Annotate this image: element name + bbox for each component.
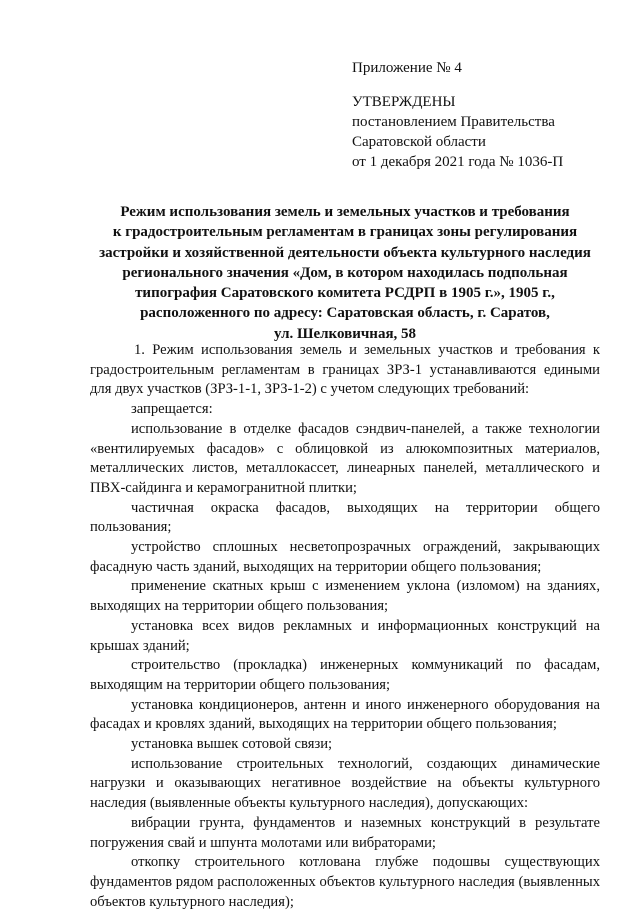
title-line: расположенного по адресу: Саратовская область, г. Саратов,: [140, 305, 550, 322]
paragraph: установка всех видов рекламных и информационных конструкций на крышах зданий;: [90, 617, 600, 654]
paragraph: использование строительных технологий, создающих динамические нагрузки и оказывающих негативное воздействие на объекты культурного наследия (выявленные объекты культурного наследия), допускающих:: [90, 755, 600, 812]
title-line: к градостроительным регламентам в границах зоны регулирования: [112, 224, 578, 241]
spacer: [352, 78, 622, 92]
approval-line-2: Саратовской области: [352, 134, 486, 150]
title-line: Режим использования земель и земельных участков и требования: [120, 204, 570, 220]
paragraph: 1. Режим использования земель и земельных участков и требования к градостроительным регламентам в границах ЗРЗ-1 устанавливаются едиными для двух участков (ЗРЗ-1-1, ЗРЗ-1-2) с учетом следующих требований:: [90, 342, 600, 398]
paragraph: применение скатных крыш с изменением уклона (изломом) на зданиях, выходящих на территории общего пользования;: [90, 578, 600, 615]
paragraph: строительство (прокладка) инженерных коммуникаций по фасадам, выходящим на территории общего пользования;: [90, 657, 600, 693]
approval-line-1: постановлением Правительства: [352, 114, 555, 130]
title-line: типография Саратовского комитета РСДРП в 1905 г.», 1905 г.,: [135, 285, 555, 302]
approval-line-3: от 1 декабря 2021 года № 1036-П: [352, 154, 564, 170]
approved-heading: УТВЕРЖДЕНЫ: [352, 94, 456, 110]
paragraph: частичная окраска фасадов, выходящих на территории общего пользования;: [90, 499, 600, 536]
paragraph: вибрации грунта, фундаментов и наземных конструкций в результате погружения свай и шпунта молотами или вибраторами;: [90, 814, 600, 851]
document-title: [90, 202, 600, 344]
paragraph: использование в отделке фасадов сэндвич-панелей, а также технологии «вентилируемых фасадов» с облицовкой из алюкомпозитных материалов, металлических листов, металлокассет, линеарных панелей, металлического и ПВХ-сайдинга и керамогранитной плитки;: [90, 420, 600, 496]
paragraph: установка вышек сотовой связи;: [131, 736, 333, 753]
paragraph: запрещается:: [131, 401, 213, 418]
title-line: застройки и хозяйственной деятельности объекта культурного наследия: [99, 244, 591, 261]
paragraph: устройство сплошных несветопрозрачных ограждений, закрывающих фасадную часть зданий, выходящих на территории общего пользования;: [90, 539, 600, 575]
approval-block: [352, 58, 622, 172]
appendix-number: Приложение № 4: [352, 60, 462, 76]
document-body: [90, 341, 600, 912]
title-line: регионального значения «Дом, в котором находилась подпольная: [122, 264, 568, 281]
title-line: ул. Шелковичная, 58: [273, 325, 417, 342]
paragraph: установка кондиционеров, антенн и иного инженерного оборудования на фасадах и кровлях зданий, выходящих на территории общего пользования;: [90, 696, 600, 733]
paragraph: откопку строительного котлована глубже подошвы существующих фундаментов рядом расположенных объектов культурного наследия (выявленных объектов культурного наследия);: [90, 854, 600, 910]
